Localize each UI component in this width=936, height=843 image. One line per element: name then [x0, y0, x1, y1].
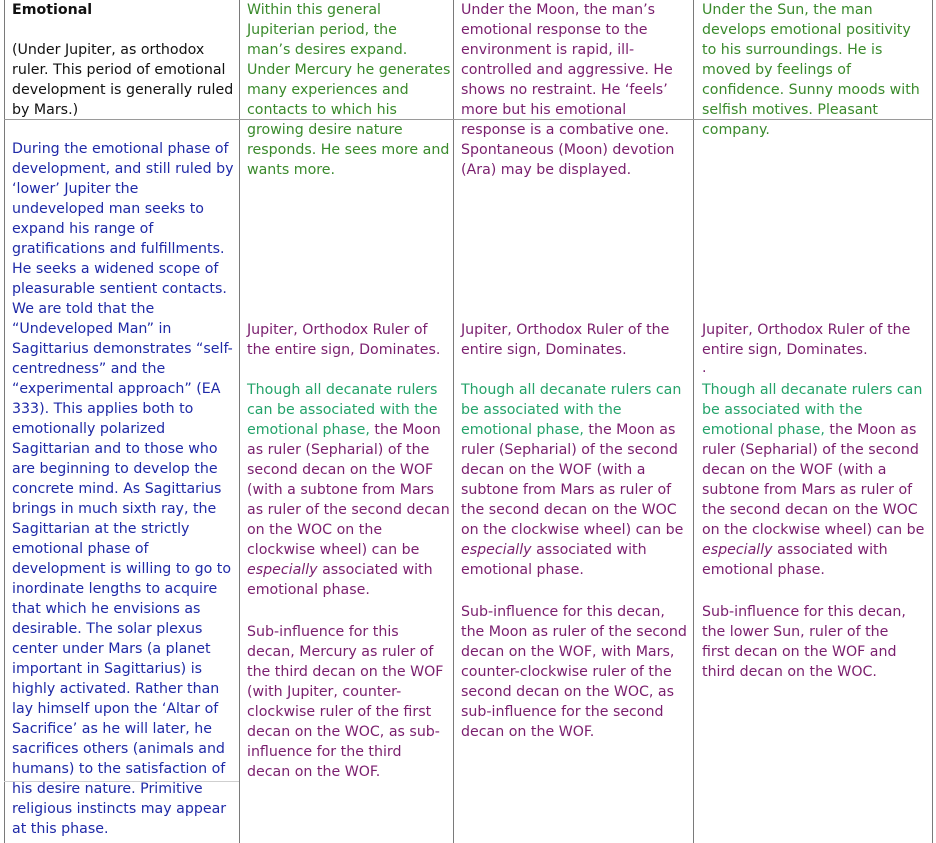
orthodox-ruler-note: Jupiter, Orthodox Ruler of the entire sign, Dominates.	[702, 322, 911, 358]
decanate-note-body: the Moon as ruler (Sepharial) of the second decan on the WOF (with a subtone from Mars as ruler of the second decan on the WOC on the clockwise wheel) can be	[247, 422, 450, 558]
column-emotional-body	[12, 139, 240, 839]
decan-intro: Within this general Jupiterian period, the man’s desires expand. Under Mercury he generates many experiences and contacts to which his growing desire nature responds. He sees more and wants more.	[247, 2, 451, 178]
decanate-ruler-note	[247, 380, 453, 600]
decanate-note-body: the Moon as ruler (Sepharial) of the second decan on the WOF (with a subtone from Mars as ruler of the second decan on the WOC on the clockwise wheel) can be	[702, 422, 925, 538]
decan-intro: Under the Moon, the man’s emotional response to the environment is rapid, ill- controlled and aggressive. He shows no restraint. He ‘feels’ more but his emotional response is a combative one. Spontaneous (Moon) devotion (Ara) may be displayed.	[461, 2, 675, 178]
decanate-note-end: associated with emotional phase.	[247, 562, 433, 598]
column-divider	[693, 0, 694, 843]
decanate-note-body: the Moon as ruler (Sepharial) of the second decan on the WOF (with a subtone from Mars as ruler of the second decan on the WOC on the clockwise wheel) can be	[461, 422, 684, 538]
column-second-decan	[461, 0, 693, 180]
sub-influence-note: Sub-influence for this decan, the lower Sun, ruler of the first decan on the WOF and third decan on the WOC.	[702, 604, 906, 680]
column-first-decan-rulers	[247, 320, 453, 782]
decanate-note-end: associated with emotional phase.	[702, 542, 888, 578]
emotional-description: During the emotional phase of development, and still ruled by ‘lower’ Jupiter the undeveloped man seeks to expand his range of gratifications and fulfillments. He seeks a widened scope of pleasurable sentient contacts. We are told that the “Undeveloped Man” in Sagittarius demonstrates “self- centredness” and the “experimental approach” (EA 333). This applies both to emotionally polarized Sagittarian and to those who are beginning to develop the concrete mind. As Sagittarius brings in much sixth ray, the Sagittarian at the strictly emotional phase of development is willing to go to inordinate lengths to acquire that which he envisions as desirable. The solar plexus center under Mars (a planet important in Sagittarius) is highly activated. Rather than lay himself upon the ‘Altar of Sacrifice’ as he will later, he sacrifices others (animals and humans) to the satisfaction of his desire nature. Primitive religious instincts may appear at this phase.	[12, 141, 234, 837]
decanate-ruler-note	[461, 380, 693, 580]
sub-influence-note: Sub-influence for this decan, the Moon as ruler of the second decan on the WOF, with Mars, counter-clockwise ruler of the second decan on the WOC, as sub-influence for the second decan on the WOF.	[461, 604, 687, 740]
column-first-decan	[247, 0, 453, 180]
decanate-note-end: associated with emotional phase.	[461, 542, 647, 578]
column-heading: Emotional	[12, 2, 93, 18]
column-emotional	[12, 0, 240, 120]
column-subheading: (Under Jupiter, as orthodox ruler. This period of emotional development is generally ruled by Mars.)	[12, 42, 234, 118]
decan-intro: Under the Sun, the man develops emotional positivity to his surroundings. He is moved by feelings of confidence. Sunny moods with selfish motives. Pleasant company.	[702, 2, 920, 138]
decanate-note-emphasis: especially	[461, 542, 532, 558]
column-third-decan	[702, 0, 932, 140]
column-third-decan-rulers	[702, 320, 932, 682]
column-divider	[4, 0, 5, 843]
stray-dot: .	[702, 360, 707, 376]
orthodox-ruler-note: Jupiter, Orthodox Ruler of the entire sign, Dominates.	[461, 322, 670, 358]
column-second-decan-rulers	[461, 320, 693, 742]
decanate-note-lead: Though all decanate rulers can be associated with the emotional phase,	[247, 382, 438, 438]
decanate-ruler-note	[702, 380, 932, 580]
decanate-note-lead: Though all decanate rulers can be associated with the emotional phase,	[702, 382, 923, 438]
orthodox-ruler-note: Jupiter, Orthodox Ruler of the entire sign, Dominates.	[247, 322, 441, 358]
decanate-note-lead: Though all decanate rulers can be associated with the emotional phase,	[461, 382, 682, 438]
column-divider	[932, 0, 933, 843]
decanate-note-emphasis: especially	[702, 542, 773, 558]
column-divider	[453, 0, 454, 843]
decanate-note-emphasis: especially	[247, 562, 318, 578]
sub-influence-note: Sub-influence for this decan, Mercury as ruler of the third decan on the WOF (with Jupiter, counter- clockwise ruler of the first decan on the WOC, as sub- influence for the third decan on the WOF.	[247, 624, 444, 780]
